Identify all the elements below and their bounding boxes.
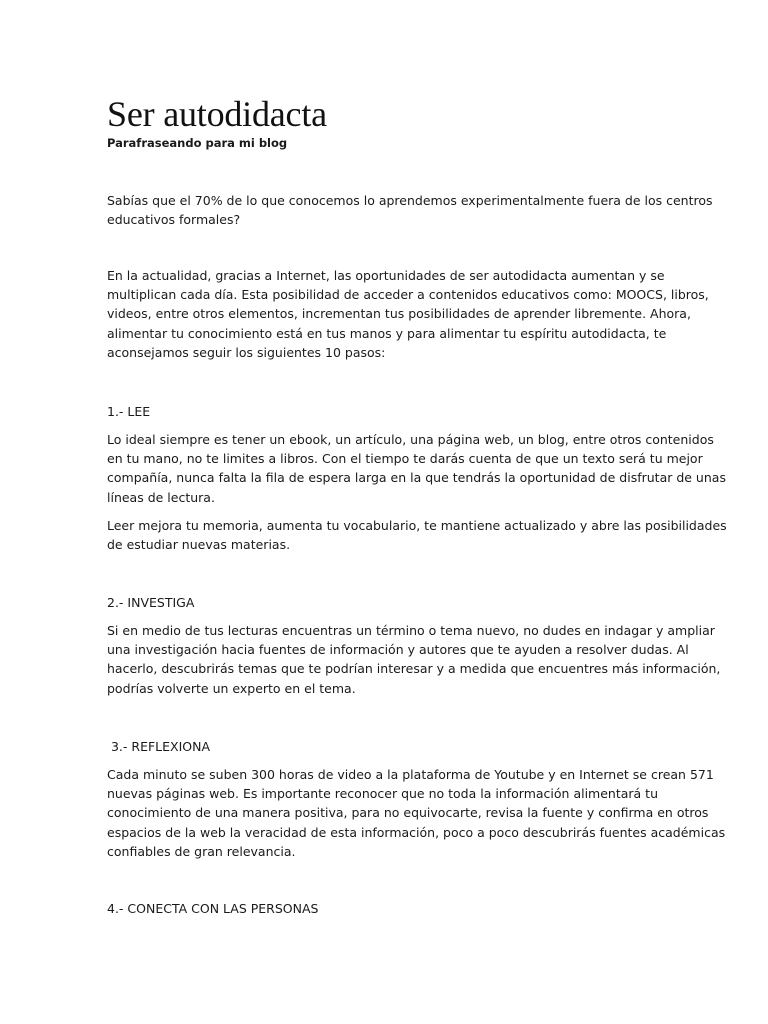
text-line: videos, entre otros elementos, incrementan tus posibilidades de aprender libremente. Ahora, (107, 306, 691, 322)
section-heading-conecta: 4.- CONECTA CON LAS PERSONAS (107, 901, 319, 916)
text-line: en tu mano, no te limites a libros. Con el tiempo te darás cuenta de que un texto será tu mejor (107, 451, 703, 467)
text-line: compañía, nunca falta la fila de espera larga en la que tendrás la oportunidad de disfrutar de unas (107, 470, 726, 486)
text-line: nuevas páginas web. Es importante reconocer que no toda la información alimentará tu (107, 786, 658, 802)
section-1-paragraph-2 (107, 516, 727, 554)
text-line: aconsejamos seguir los siguientes 10 pasos: (107, 344, 386, 360)
text-line: Lo ideal siempre es tener un ebook, un artículo, una página web, un blog, entre otros contenidos (107, 432, 714, 447)
text-line: podrías volverte un experto en el tema. (107, 680, 356, 696)
text-line: Si en medio de tus lecturas encuentras un término o tema nuevo, no dudes en indagar y ampliar (107, 623, 715, 638)
section-heading-lee: 1.- LEE (107, 404, 151, 419)
document-title: Ser autodidacta (107, 94, 327, 134)
text-line: alimentar tu conocimiento está en tus manos y para alimentar tu espíritu autodidacta, te (107, 325, 667, 341)
text-line: hacerlo, descubrirás temas que te podrían interesar y a medida que encuentres más información, (107, 661, 721, 677)
text-line: Sabías que el 70% de lo que conocemos lo aprendemos experimentalmente fuera de los centros (107, 193, 713, 208)
section-1-paragraph-1 (107, 430, 726, 507)
context-paragraph (107, 266, 709, 362)
text-line: confiables de gran relevancia. (107, 843, 296, 859)
text-line: líneas de lectura. (107, 489, 215, 505)
text-line: espacios de la web la veracidad de esta información, poco a poco descubrirás fuentes académicas (107, 824, 726, 840)
section-2-paragraph-1 (107, 621, 721, 698)
section-3-paragraph-1 (107, 765, 726, 861)
document-subtitle: Parafraseando para mi blog (107, 136, 288, 150)
text-line: En la actualidad, gracias a Internet, las oportunidades de ser autodidacta aumentan y se (107, 268, 665, 283)
text-line: Leer mejora tu memoria, aumenta tu vocabulario, te mantiene actualizado y abre las posibilidades (107, 518, 727, 533)
section-heading-reflexiona: 3.- REFLEXIONA (107, 739, 211, 754)
intro-paragraph (107, 191, 713, 229)
text-line: multiplican cada día. Esta posibilidad de acceder a contenidos educativos como: MOOCS, libros, (107, 287, 709, 303)
text-line: conocimiento de una manera positiva, para no equivocarte, revisa la fuente y confirma en otros (107, 805, 709, 821)
section-heading-investiga: 2.- INVESTIGA (107, 595, 195, 610)
text-line: una investigación hacia fuentes de información y autores que te ayuden a resolver dudas. Al (107, 642, 689, 658)
text-line: Cada minuto se suben 300 horas de video a la plataforma de Youtube y en Internet se crean 571 (107, 767, 714, 782)
text-line: de estudiar nuevas materias. (107, 537, 291, 553)
text-line: educativos formales? (107, 212, 241, 228)
